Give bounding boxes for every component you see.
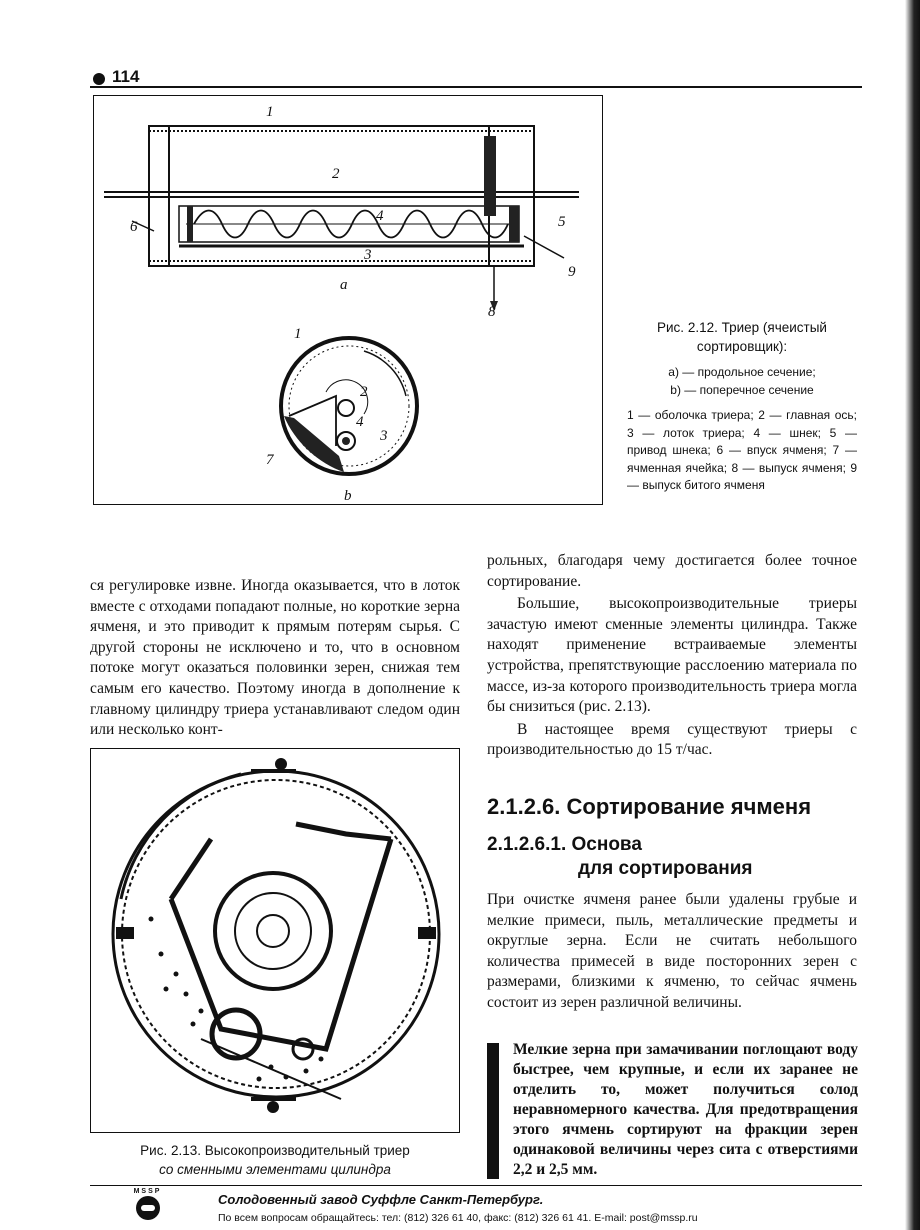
label-b2: 2 bbox=[360, 384, 368, 400]
figure-caption-line1: Рис. 2.13. Высокопроизводительный триер bbox=[140, 1143, 410, 1158]
figure-caption-title: Рис. 2.12. Триер (ячеистый сортировщик): bbox=[657, 320, 827, 354]
trier-drawing bbox=[94, 96, 604, 506]
page-bullet-icon bbox=[93, 73, 105, 85]
figure-caption-a: а) — продольное сечение; bbox=[668, 365, 816, 379]
footer-logo bbox=[120, 1188, 175, 1226]
paragraph-right-2: Большие, высокопроизводительные триеры зачастую имеют сменные элементы цилиндра. Также находят применение встраиваемые элементы устройства, препятствующие расслоению материала по массе, из-за которого производительность триера могла бы снизиться (рис. 2.13). bbox=[487, 595, 857, 716]
label-9: 9 bbox=[568, 264, 576, 280]
footer-company: Солодовенный завод Суффле Санкт-Петербург. bbox=[218, 1192, 544, 1207]
page-edge-shadow bbox=[905, 0, 920, 1230]
figure-legend: 1 — оболочка триера; 2 — главная ось; 3 — лоток триера; 4 — шнек; 5 — привод шнека; 6 — впуск ячменя; 7 — ячменная ячейка; 8 — выпуск ячменя; 9 — выпуск битого ячменя bbox=[627, 408, 857, 492]
figure-2-12-caption bbox=[627, 318, 857, 495]
callout-box bbox=[513, 1040, 858, 1180]
paragraph-left-1: ся регулировке извне. Иногда оказывается, что в лоток вместе с отходами попадают полные, но короткие зерна ячменя, и это приводит к прямым потерям сырья. С другой стороны не исключено и то, что в основном потоке могут оказаться половинки зерен, снижая тем самым его качество. Поэтому иногда в дополнение к главному цилиндру триера устанавливают следом один или несколько конт- bbox=[90, 577, 460, 739]
label-b7: 7 bbox=[266, 452, 274, 468]
section-heading: 2.1.2.6. Сортирование ячменя bbox=[487, 794, 812, 819]
label-1: 1 bbox=[266, 104, 274, 120]
label-a: а bbox=[340, 277, 348, 293]
label-3: 3 bbox=[364, 247, 372, 263]
callout-text: Мелкие зерна при замачивании поглощают воду быстрее, чем крупные, и если их заранее не отделить то, может получиться солод неравномерного качества. Для предотвращения этого ячмень сортируют на фракции зерен одинаковой величины через сита с отверстиями 2,2 и 2,5 мм. bbox=[513, 1041, 858, 1178]
label-6: 6 bbox=[130, 219, 138, 235]
page-number: 114 bbox=[112, 67, 140, 86]
figure-caption-b: b) — поперечное сечение bbox=[670, 382, 814, 397]
paragraph-right-1: рольных, благодаря чему достигается более точное сортирование. bbox=[487, 552, 857, 590]
subsection-heading-line1: 2.1.2.6.1. Основа bbox=[487, 834, 642, 855]
callout-bar bbox=[487, 1043, 499, 1179]
label-5: 5 bbox=[558, 214, 566, 230]
figure-2-13-caption bbox=[90, 1141, 460, 1179]
label-2: 2 bbox=[332, 166, 340, 182]
subsection-heading-line2: для сортирования bbox=[578, 858, 753, 879]
label-8: 8 bbox=[488, 304, 496, 320]
label-b1: 1 bbox=[294, 326, 302, 342]
figure-2-12 bbox=[93, 95, 603, 505]
right-column bbox=[487, 551, 857, 761]
right-column-lower bbox=[487, 890, 857, 1014]
label-b4: 4 bbox=[356, 414, 364, 430]
paragraph-right-4: При очистке ячменя ранее были удалены грубые и мелкие примеси, пыль, металлические предметы и округлые зерна. Если не считать небольшого количества примесей в виде посторонних зерен с размерами, близкими к ячменю, то сейчас ячмень состоит из зерен различной величины. bbox=[487, 891, 857, 1011]
figure-2-13 bbox=[90, 748, 460, 1133]
footer-logo-icon bbox=[136, 1196, 160, 1220]
figure-caption-line2: со сменными элементами цилиндра bbox=[159, 1162, 391, 1177]
paragraph-right-3: В настоящее время существуют триеры с производительностью до 15 т/час. bbox=[487, 720, 857, 759]
label-b3: 3 bbox=[380, 428, 388, 444]
label-4: 4 bbox=[376, 208, 384, 224]
header-rule bbox=[90, 86, 862, 88]
footer-rule bbox=[90, 1185, 862, 1186]
label-b: b bbox=[344, 488, 352, 504]
footer-contacts: По всем вопросам обращайтесь: тел: (812) 326 61 40, факс: (812) 326 61 41. E-mail: post@mssp.ru bbox=[218, 1212, 698, 1224]
footer-logo-text: MSSP bbox=[133, 1188, 162, 1195]
left-column bbox=[90, 576, 460, 741]
